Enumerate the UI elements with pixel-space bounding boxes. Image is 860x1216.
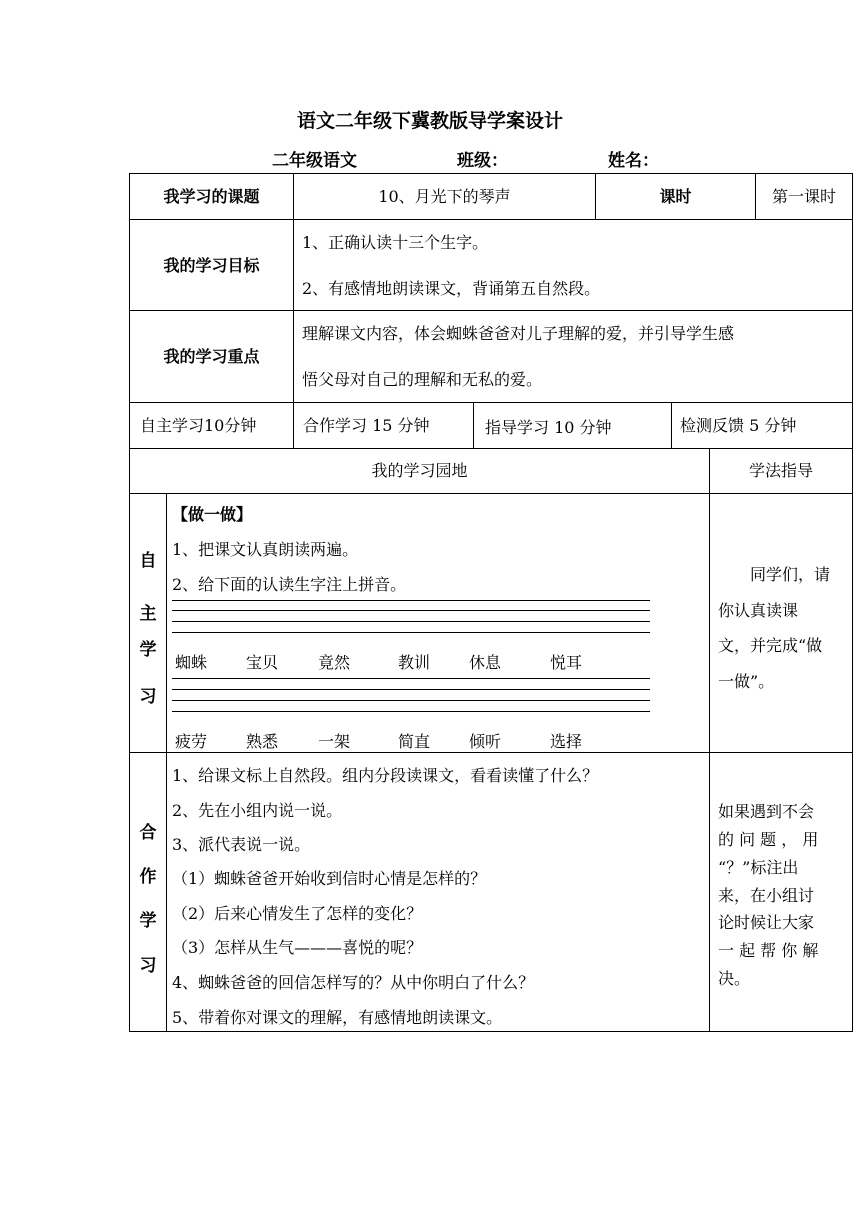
tip-line: 你认真读课 xyxy=(718,601,799,620)
garden-header: 我的学习园地 xyxy=(371,461,468,480)
topic-value: 10、月光下的琴声 xyxy=(378,187,511,206)
time-coop: 合作学习 15 分钟 xyxy=(303,416,430,435)
tip-line: 同学们，请 xyxy=(750,565,831,584)
coop-item: （3）怎样从生气———喜悦的呢？ xyxy=(172,938,423,957)
coop-item: 3、派代表说一说。 xyxy=(172,835,311,854)
self-study-char: 学 xyxy=(139,640,157,660)
word: 教训 xyxy=(398,653,431,672)
coop-item: 1、给课文标上自然段。组内分段读课文，看看读懂了什么？ xyxy=(172,766,599,785)
coop-item: 5、带着你对课文的理解，有感情地朗读课文。 xyxy=(172,1008,503,1027)
self-study-char: 主 xyxy=(139,604,157,624)
self-item: 1、把课文认真朗读两遍。 xyxy=(172,540,359,559)
word: 一架 xyxy=(318,732,351,751)
period-label: 课时 xyxy=(659,187,692,206)
method-header: 学法指导 xyxy=(748,461,813,480)
goal-item: 2、有感情地朗读课文，背诵第五自然段。 xyxy=(302,279,601,298)
page-title: 语文二年级下冀教版导学案设计 xyxy=(296,110,563,132)
coop-study-char: 习 xyxy=(139,956,157,976)
coop-item: （2）后来心情发生了怎样的变化？ xyxy=(172,904,423,923)
do-it-heading: 【做一做】 xyxy=(172,505,253,524)
time-guide: 指导学习 10 分钟 xyxy=(485,418,612,437)
time-check: 检测反馈 5 分钟 xyxy=(680,416,797,435)
coop-study-char: 学 xyxy=(139,911,157,931)
topic-label: 我学习的课题 xyxy=(163,187,260,206)
word: 选择 xyxy=(550,732,583,751)
word: 熟悉 xyxy=(246,732,279,751)
coop-study-char: 合 xyxy=(139,823,157,843)
coop-study-char: 作 xyxy=(139,867,157,887)
coop-item: （1）蜘蛛爸爸开始收到信时心情是怎样的？ xyxy=(172,869,487,888)
self-study-char: 习 xyxy=(139,687,157,707)
goals-label: 我的学习目标 xyxy=(163,256,260,275)
word: 疲劳 xyxy=(175,732,208,751)
focus-line: 悟父母对自己的理解和无私的爱。 xyxy=(302,370,543,389)
time-self: 自主学习10分钟 xyxy=(140,416,257,435)
tip-line: 来，在小组讨 xyxy=(718,886,815,905)
goal-item: 1、正确认读十三个生字。 xyxy=(302,233,489,252)
self-item: 2、给下面的认读生字注上拼音。 xyxy=(172,575,407,594)
class-label: 班级： xyxy=(457,151,508,171)
tip-line: 如果遇到不会 xyxy=(718,802,815,821)
word: 宝贝 xyxy=(246,653,279,672)
tip-line: 一做”。 xyxy=(718,672,775,691)
tip-line: 文，并完成“做 xyxy=(718,636,823,655)
tip-line: 论时候让大家 xyxy=(718,913,815,932)
tip-line: 一 起 帮 你 解 xyxy=(718,941,819,960)
name-label: 姓名： xyxy=(608,151,659,171)
word: 蜘蛛 xyxy=(175,653,208,672)
tip-line: “？”标注出 xyxy=(718,858,799,877)
tip-line: 决。 xyxy=(718,969,751,988)
subject-label: 二年级语文 xyxy=(272,151,357,171)
self-study-char: 自 xyxy=(139,551,157,571)
focus-label: 我的学习重点 xyxy=(163,347,260,366)
word: 休息 xyxy=(469,653,502,672)
tip-line: 的 问 题 ， 用 xyxy=(718,830,819,849)
focus-line: 理解课文内容，体会蜘蛛爸爸对儿子理解的爱，并引导学生感 xyxy=(302,324,735,343)
coop-item: 4、蜘蛛爸爸的回信怎样写的？从中你明白了什么？ xyxy=(172,973,535,992)
word: 倾听 xyxy=(469,732,502,751)
period-value: 第一课时 xyxy=(771,187,836,206)
word: 简直 xyxy=(398,732,431,751)
word: 悦耳 xyxy=(550,653,583,672)
word: 竟然 xyxy=(318,653,351,672)
coop-item: 2、先在小组内说一说。 xyxy=(172,801,343,820)
